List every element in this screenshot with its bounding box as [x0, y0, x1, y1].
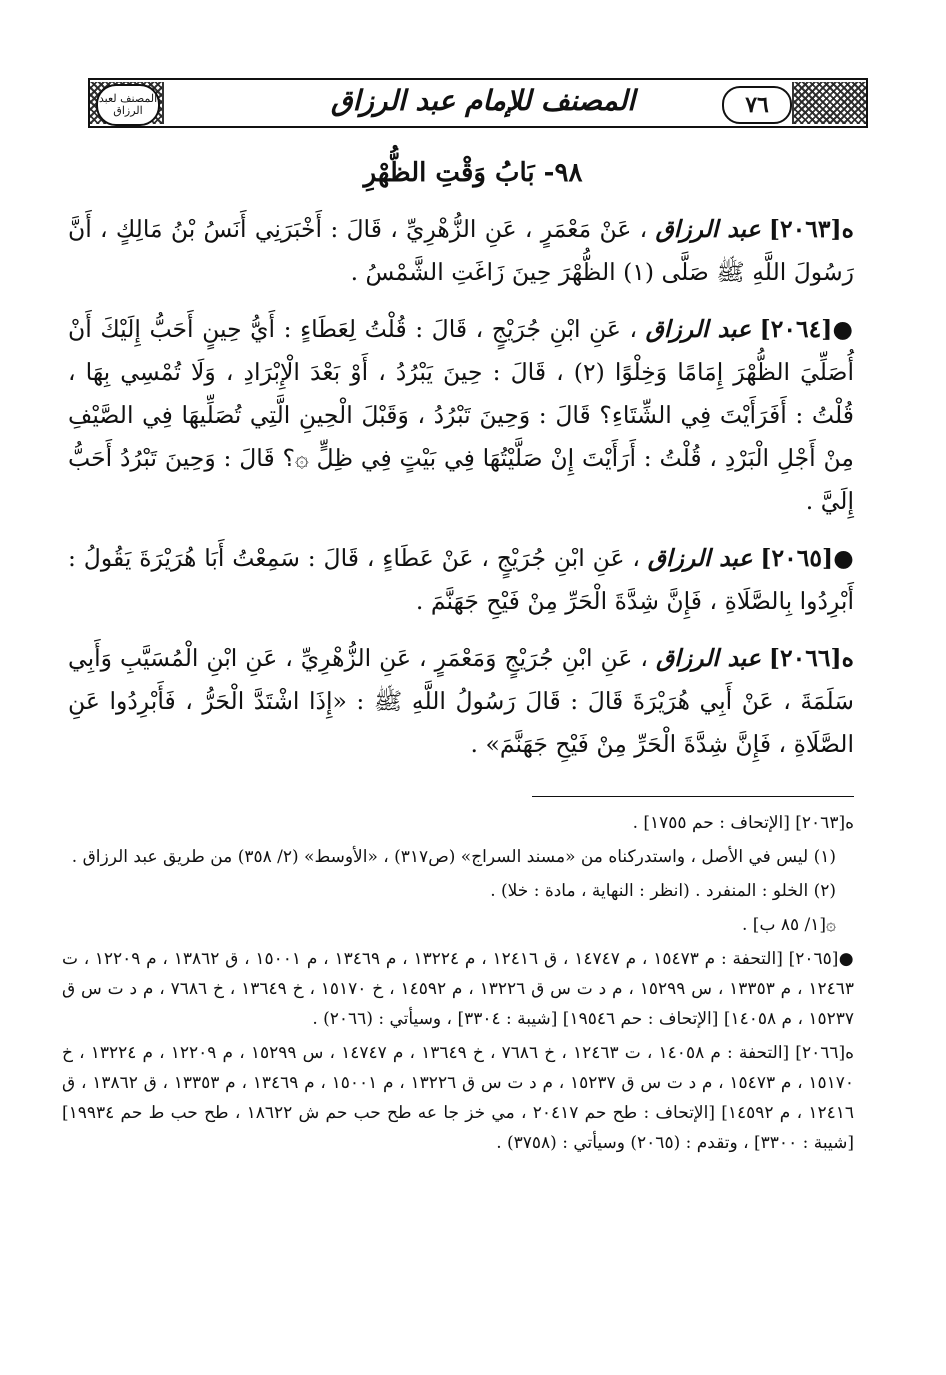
hadith-marker: ه: [841, 644, 854, 672]
hadith-narrator: عبد الرزاق: [647, 544, 753, 572]
running-title: المصنف للإمام عبد الرزاق: [330, 84, 636, 117]
hadith-marker: ه: [841, 215, 854, 243]
hadith-text: ، عَنِ ابْنِ جُرَيْجٍ ، قَالَ : قُلْتُ لِعَطَاءٍ : أَيُّ حِينٍ أَحَبُّ إِلَيْكَ أَنْ أُصَلِّيَ الظُّهْرَ إِمَامًا وَخِلْوًا (٢) ، قَالَ : حِينَ يَبْرُدُ ، أَوْ بَعْدَ الْإِبْرَادِ ، وَلَا تُمْسِي بِهَا ، قُلْتُ : أَفَرَأَيْتَ فِي الشِّتَاءِ؟ قَالَ : وَحِينَ تَبْرُدُ ، وَقَبْلَ الْحِينِ الَّتِي تُصَلِّيهَا فِي الصَّيْفِ مِنْ أَجْلِ الْبَرْدِ ، قُلْتُ : أَرَأَيْتَ إِنْ صَلَّيْتُهَا فِي بَيْتٍ فِي ظِلٍّ ۞؟ قَالَ : وَحِينَ تَبْرُدُ أَحَبُّ إِلَيَّ .: [68, 315, 854, 515]
note-source-2065: ●[٢٠٦٥] [التحفة : م ١٥٤٧٣ ، م ١٤٧٤٧ ، ق ١٢٤١٦ ، م ١٣٢٢٤ ، م ١٣٤٦٩ ، م ١٥٠٠١ ، ق ١٣٨٦٢ ، م ١٢٢٠٩ ، ت ١٢٤٦٣ ، م ١٣٣٥٣ ، س ١٥٢٩٩ ، م د ت س ق ١٣٢٢٦ ، م ١٤٥٩٢ ، خ ١٥١٧٠ ، خ ١٣٦٤٩ ، خ ٧٦٨٦ ، م د ت س ق ١٥٢٣٧ ، م ١٤٠٥٨] [الإتحاف : حم ١٩٥٤٦] [شيبة : ٣٣٠٤] ، وسيأتي : (٢٠٦٦) .: [62, 949, 855, 1029]
hadith-number: [٢٠٦٤]: [759, 315, 833, 343]
hadith-2066: [68, 637, 854, 766]
chapter-title: ٩٨- بَابُ وَقْتِ الظُّهْرِ: [363, 158, 583, 188]
logo-seal: المصنف لعبد الرزاق: [96, 84, 160, 126]
hadith-text: ، عَنْ مَعْمَرٍ ، عَنِ الزُّهْرِيِّ ، قَالَ : أَخْبَرَنِي أَنَسُ بْنُ مَالِكٍ ، أَنَّ رَسُولَ اللَّهِ ﷺ صَلَّى (١) الظُّهْرَ حِينَ زَاغَتِ الشَّمْسُ .: [68, 215, 854, 286]
hadith-2064: [68, 308, 854, 523]
hadith-number: [٢٠٦٣]: [768, 215, 842, 243]
main-text: [68, 208, 854, 780]
hadith-marker: ●: [832, 315, 854, 343]
hadith-2063: [68, 208, 854, 294]
manuscript-folio-note: ۞[١/ ٨٥ ب] .: [742, 915, 836, 935]
footnotes: [62, 808, 854, 1162]
page-number: ٧٦: [722, 86, 792, 124]
hadith-narrator: عبد الرزاق: [656, 644, 761, 672]
footnote-2: (٢) الخلو : المنفرد . (انظر : النهاية ، مادة : خلا) .: [490, 881, 836, 901]
hadith-text: ، عَنِ ابْنِ جُرَيْجٍ ، عَنْ عَطَاءٍ ، قَالَ : سَمِعْتُ أَبَا هُرَيْرَةَ يَقُولُ : أَبْرِدُوا بِالصَّلَاةِ ، فَإِنَّ شِدَّةَ الْحَرِّ مِنْ فَيْحِ جَهَنَّمَ .: [68, 544, 854, 615]
footnote-1: (١) ليس في الأصل ، واستدركناه من «مسند السراج» (ص٣١٧) ، «الأوسط» (٢/ ٣٥٨) من طريق عبد الرزاق .: [71, 847, 836, 867]
hadith-marker: ●: [833, 544, 854, 572]
page-header: [88, 78, 868, 128]
hadith-2065: [68, 537, 854, 623]
footnote-separator: [532, 796, 854, 797]
note-source-2066: ه[٢٠٦٦] [التحفة : م ١٤٠٥٨ ، ت ١٢٤٦٣ ، خ ٧٦٨٦ ، خ ١٣٦٤٩ ، م ١٤٧٤٧ ، س ١٥٢٩٩ ، م ١٢٢٠٩ ، م ١٣٢٢٤ ، خ ١٥١٧٠ ، م ١٥٤٧٣ ، م د ت س ق ١٥٢٣٧ ، م د ت س ق ١٣٢٢٦ ، م ١٥٠٠١ ، م ١٣٤٦٩ ، م ١٣٣٥٣ ، ق ١٣٨٦٢ ، ق ١٢٤١٦ ، م ١٤٥٩٢] [الإتحاف : طح حم ٢٠٤١٧ ، مي خز جا عه طح حب حم ش ١٨٦٢٢ ، طح حب ط حم ١٩٩٣٤] [شيبة : ٣٣٠٠] ، وتقدم : (٢٠٦٥) وسيأتي : (٣٧٥٨) .: [62, 1043, 855, 1153]
ornament-right: [792, 82, 866, 124]
hadith-narrator: عبد الرزاق: [645, 315, 752, 343]
note-source-2063: ه[٢٠٦٣] [الإتحاف : حم ١٧٥٥] .: [632, 813, 854, 833]
hadith-text: ، عَنِ ابْنِ جُرَيْجٍ وَمَعْمَرٍ ، عَنِ الزُّهْرِيِّ ، عَنِ ابْنِ الْمُسَيَّبِ وَأَبِي سَلَمَةَ ، عَنْ أَبِي هُرَيْرَةَ قَالَ : قَالَ رَسُولُ اللَّهِ ﷺ : «إِذَا اشْتَدَّ الْحَرُّ ، فَأَبْرِدُوا عَنِ الصَّلَاةِ ، فَإِنَّ شِدَّةَ الْحَرِّ مِنْ فَيْحِ جَهَنَّمَ» .: [68, 644, 854, 758]
hadith-number: [٢٠٦٥]: [760, 544, 834, 572]
hadith-number: [٢٠٦٦]: [768, 644, 842, 672]
hadith-narrator: عبد الرزاق: [655, 215, 761, 243]
